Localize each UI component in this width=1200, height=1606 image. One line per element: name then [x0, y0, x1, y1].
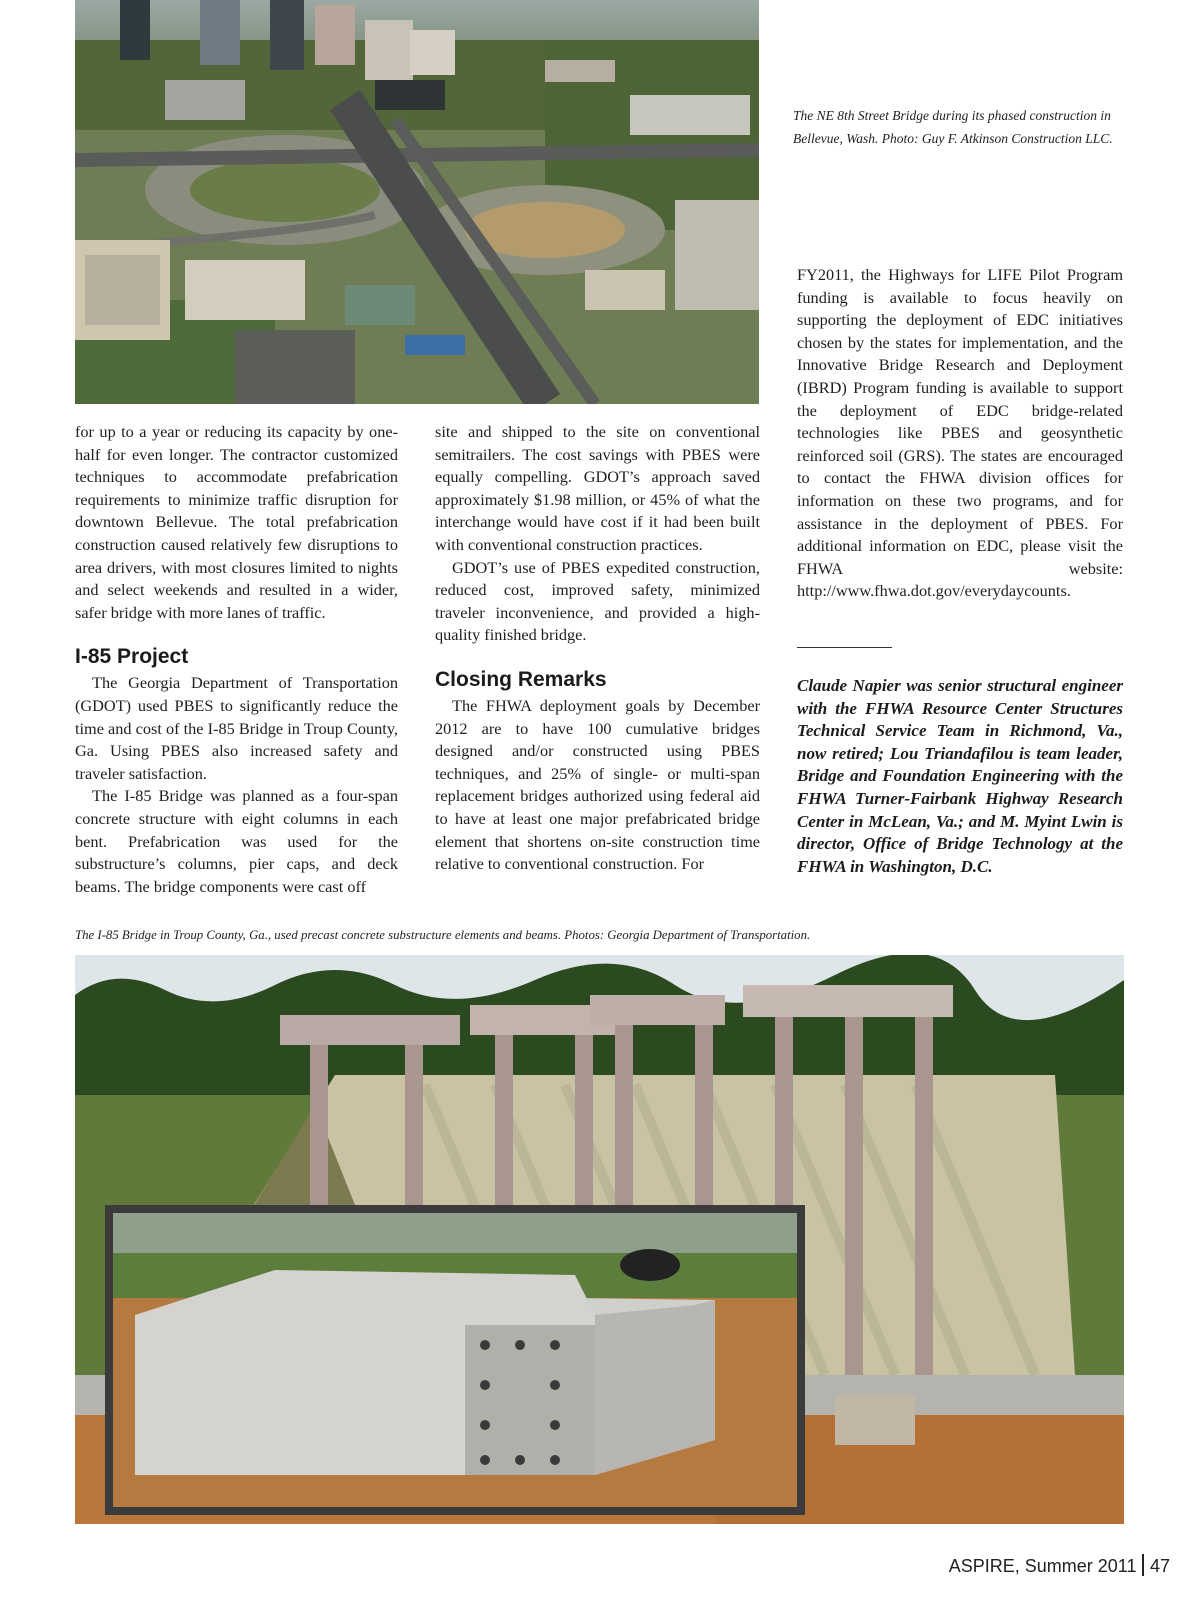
footer-page-number: 47: [1149, 1556, 1170, 1576]
heading-i85-project: I-85 Project: [75, 645, 189, 669]
col2-paragraph-3: The FHWA deployment goals by December 2012 are to have 100 cumulative bridges designed and/or constructed using PBES techniques, and 25% of single- or multi-span replacement bridges authorized using federal aid to have at least one major prefabricated bridge element that shortens on-site construction time relative to conventional construction. For: [435, 695, 760, 874]
col3-paragraph-1: FY2011, the Highways for LIFE Pilot Program funding is available to focus heavily on supporting the deployment of EDC initiatives chosen by the states for implementation, and the Innovative Bridge Research and Deployment (IBRD) Program funding is available to support the deployment of EDC bridge-related technologies like PBES and geosynthetic reinforced soil (GRS). The states are encouraged to contact the FHWA division offices for information on these two programs, and for assistance in the deployment of PBES. For additional information on EDC, please visit the FHWA website: http://www.fhwa.dot.gov/everydaycounts.: [797, 265, 1123, 601]
footer-separator: [1142, 1554, 1144, 1576]
bridge-photo: [75, 955, 1124, 1524]
column-1: [75, 421, 398, 898]
col2-paragraph-1: site and shipped to the site on conventional semitrailers. The cost savings with PBES were equally compelling. GDOT’s approach saved approximately $1.98 million, or 45% of what the interchange would have cost if it had been built with conventional construction practices.: [435, 422, 760, 554]
author-bio: Claude Napier was senior structural engineer with the FHWA Resource Center Structures Technical Service Team in Richmond, Va., now retired; Lou Triandafilou is team leader, Bridge and Foundation Engineering with the FHWA Turner-Fairbank Highway Research Center in McLean, Va.; and M. Myint Lwin is director, Office of Bridge Technology at the FHWA in Washington, D.C.: [797, 676, 1123, 876]
col1-paragraph-2: The Georgia Department of Transportation (GDOT) used PBES to significantly reduce the time and cost of the I-85 Bridge in Troup County, Ga. Using PBES also increased safety and traveler satisfaction.: [75, 673, 398, 783]
footer-magazine: ASPIRE: [948, 1556, 1015, 1576]
author-divider: [797, 647, 892, 648]
col2-paragraph-2: GDOT’s use of PBES expedited construction, reduced cost, improved safety, minimized traveler inconvenience, and provided a high-quality finished bridge.: [435, 557, 760, 645]
bridge-photo-illustration: [75, 955, 1124, 1524]
footer-issue: , Summer 2011: [1014, 1556, 1137, 1576]
col1-paragraph-3: The I-85 Bridge was planned as a four-span concrete structure with eight columns in each bent. Prefabrication was used for the substructure’s columns, pier caps, and deck beams. The bridge components were cast off: [75, 786, 398, 896]
col1-paragraph-1: for up to a year or reducing its capacity by one-half for even longer. The contractor customized techniques to accommodate prefabrication requirements to minimize traffic disruption for downtown Bellevue. The total prefabrication construction caused relatively few disruptions to area drivers, with most closures limited to nights and select weekends and resulted in a wider, safer bridge with more lanes of traffic.: [75, 422, 398, 622]
page-footer: [949, 1554, 1170, 1577]
caption-top: The NE 8th Street Bridge during its phased construction in Bellevue, Wash. Photo: Guy F. Atkinson Construction LLC.: [793, 108, 1113, 146]
column-2: [435, 421, 760, 876]
aerial-photo-illustration: [75, 0, 759, 404]
column-3: [797, 264, 1123, 603]
heading-closing-remarks: Closing Remarks: [435, 667, 607, 691]
aerial-photo: [75, 0, 759, 404]
caption-bottom: The I-85 Bridge in Troup County, Ga., used precast concrete substructure elements and beams. Photos: Georgia Department of Transportation.: [75, 928, 811, 942]
